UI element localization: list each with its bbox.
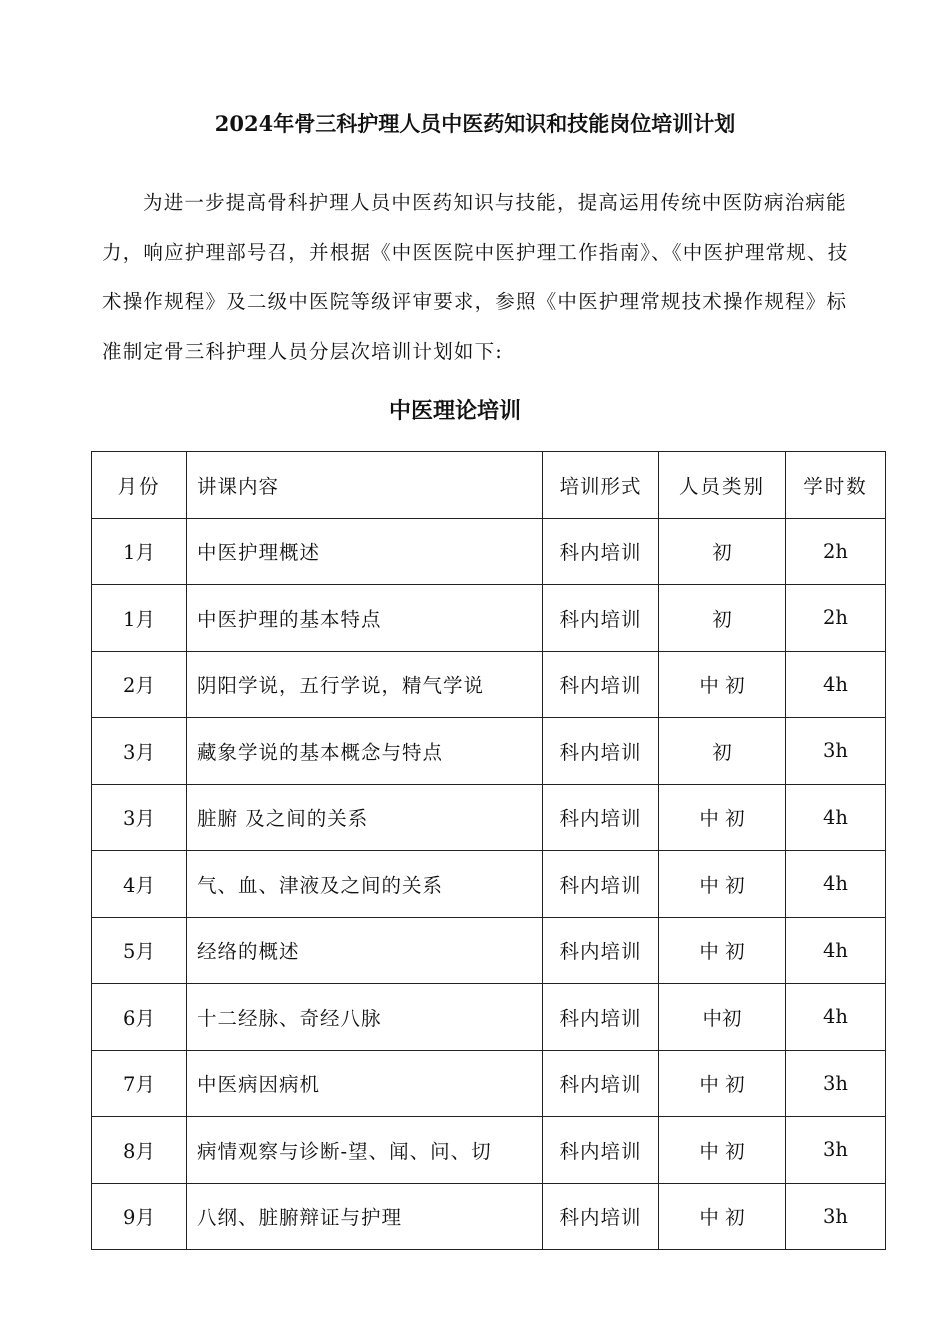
- cell-hours: 3h: [786, 1183, 886, 1250]
- cell-form: 科内培训: [543, 1117, 659, 1184]
- cell-content: 中医病因病机: [187, 1050, 543, 1117]
- cell-hours: 4h: [786, 651, 886, 718]
- cell-form: 科内培训: [543, 718, 659, 785]
- table-row: [92, 1117, 886, 1184]
- table-row: [92, 917, 886, 984]
- cell-month: 1月: [92, 518, 187, 585]
- cell-hours: 3h: [786, 718, 886, 785]
- header-hours: 学时数: [786, 452, 886, 519]
- table-body: [92, 518, 886, 1250]
- section-title: 中医理论培训: [388, 398, 521, 424]
- table-row: [92, 1050, 886, 1117]
- table-row: [92, 585, 886, 652]
- cell-month: 2月: [92, 651, 187, 718]
- cell-hours: 2h: [786, 585, 886, 652]
- cell-content: 经络的概述: [187, 917, 543, 984]
- header-form: 培训形式: [543, 452, 659, 519]
- cell-form: 科内培训: [543, 1050, 659, 1117]
- cell-form: 科内培训: [543, 1183, 659, 1250]
- cell-level: 中 初: [659, 917, 786, 984]
- cell-content: 十二经脉、奇经八脉: [187, 984, 543, 1051]
- cell-content: 阴阳学说，五行学说，精气学说: [187, 651, 543, 718]
- cell-content: 病情观察与诊断-望、闻、问、切: [187, 1117, 543, 1184]
- cell-hours: 4h: [786, 984, 886, 1051]
- cell-level: 中 初: [659, 851, 786, 918]
- cell-level: 中 初: [659, 1183, 786, 1250]
- cell-hours: 2h: [786, 518, 886, 585]
- document-title: 2024年骨三科护理人员中医药知识和技能岗位培训计划: [214, 111, 736, 136]
- training-plan-table: [91, 451, 886, 1250]
- cell-level: 初: [659, 585, 786, 652]
- table-row: [92, 851, 886, 918]
- cell-form: 科内培训: [543, 651, 659, 718]
- cell-month: 1月: [92, 585, 187, 652]
- cell-content: 八纲、脏腑辩证与护理: [187, 1183, 543, 1250]
- cell-level: 初: [659, 718, 786, 785]
- cell-hours: 3h: [786, 1050, 886, 1117]
- cell-content: 中医护理的基本特点: [187, 585, 543, 652]
- cell-content: 脏腑 及之间的关系: [187, 784, 543, 851]
- header-level: 人员类别: [659, 452, 786, 519]
- cell-level: 中 初: [659, 651, 786, 718]
- table-row: [92, 984, 886, 1051]
- cell-hours: 3h: [786, 1117, 886, 1184]
- cell-content: 气、血、津液及之间的关系: [187, 851, 543, 918]
- header-month: 月份: [92, 452, 187, 519]
- table-row: [92, 651, 886, 718]
- cell-month: 8月: [92, 1117, 187, 1184]
- header-content: 讲课内容: [187, 452, 543, 519]
- cell-month: 7月: [92, 1050, 187, 1117]
- cell-level: 中 初: [659, 1117, 786, 1184]
- table-header-row: [92, 452, 886, 519]
- cell-hours: 4h: [786, 851, 886, 918]
- cell-level: 中 初: [659, 784, 786, 851]
- cell-form: 科内培训: [543, 518, 659, 585]
- table-row: [92, 518, 886, 585]
- cell-hours: 4h: [786, 784, 886, 851]
- cell-form: 科内培训: [543, 784, 659, 851]
- cell-form: 科内培训: [543, 917, 659, 984]
- cell-month: 9月: [92, 1183, 187, 1250]
- cell-month: 4月: [92, 851, 187, 918]
- table-row: [92, 1183, 886, 1250]
- cell-form: 科内培训: [543, 984, 659, 1051]
- cell-content: 中医护理概述: [187, 518, 543, 585]
- cell-month: 5月: [92, 917, 187, 984]
- cell-month: 6月: [92, 984, 187, 1051]
- cell-month: 3月: [92, 718, 187, 785]
- cell-form: 科内培训: [543, 585, 659, 652]
- cell-form: 科内培训: [543, 851, 659, 918]
- table-row: [92, 718, 886, 785]
- cell-content: 藏象学说的基本概念与特点: [187, 718, 543, 785]
- cell-month: 3月: [92, 784, 187, 851]
- cell-level: 初: [659, 518, 786, 585]
- cell-hours: 4h: [786, 917, 886, 984]
- intro-paragraph: 为进一步提高骨科护理人员中医药知识与技能，提高运用传统中医防病治病能力，响应护理部号召，并根据《中医医院中医护理工作指南》、《中医护理常规、技术操作规程》及二级中医院等级评审要求，参照《中医护理常规技术操作规程》标准制定骨三科护理人员分层次培训计划如下:: [102, 191, 849, 363]
- cell-level: 中初: [659, 984, 786, 1051]
- table-row: [92, 784, 886, 851]
- cell-level: 中 初: [659, 1050, 786, 1117]
